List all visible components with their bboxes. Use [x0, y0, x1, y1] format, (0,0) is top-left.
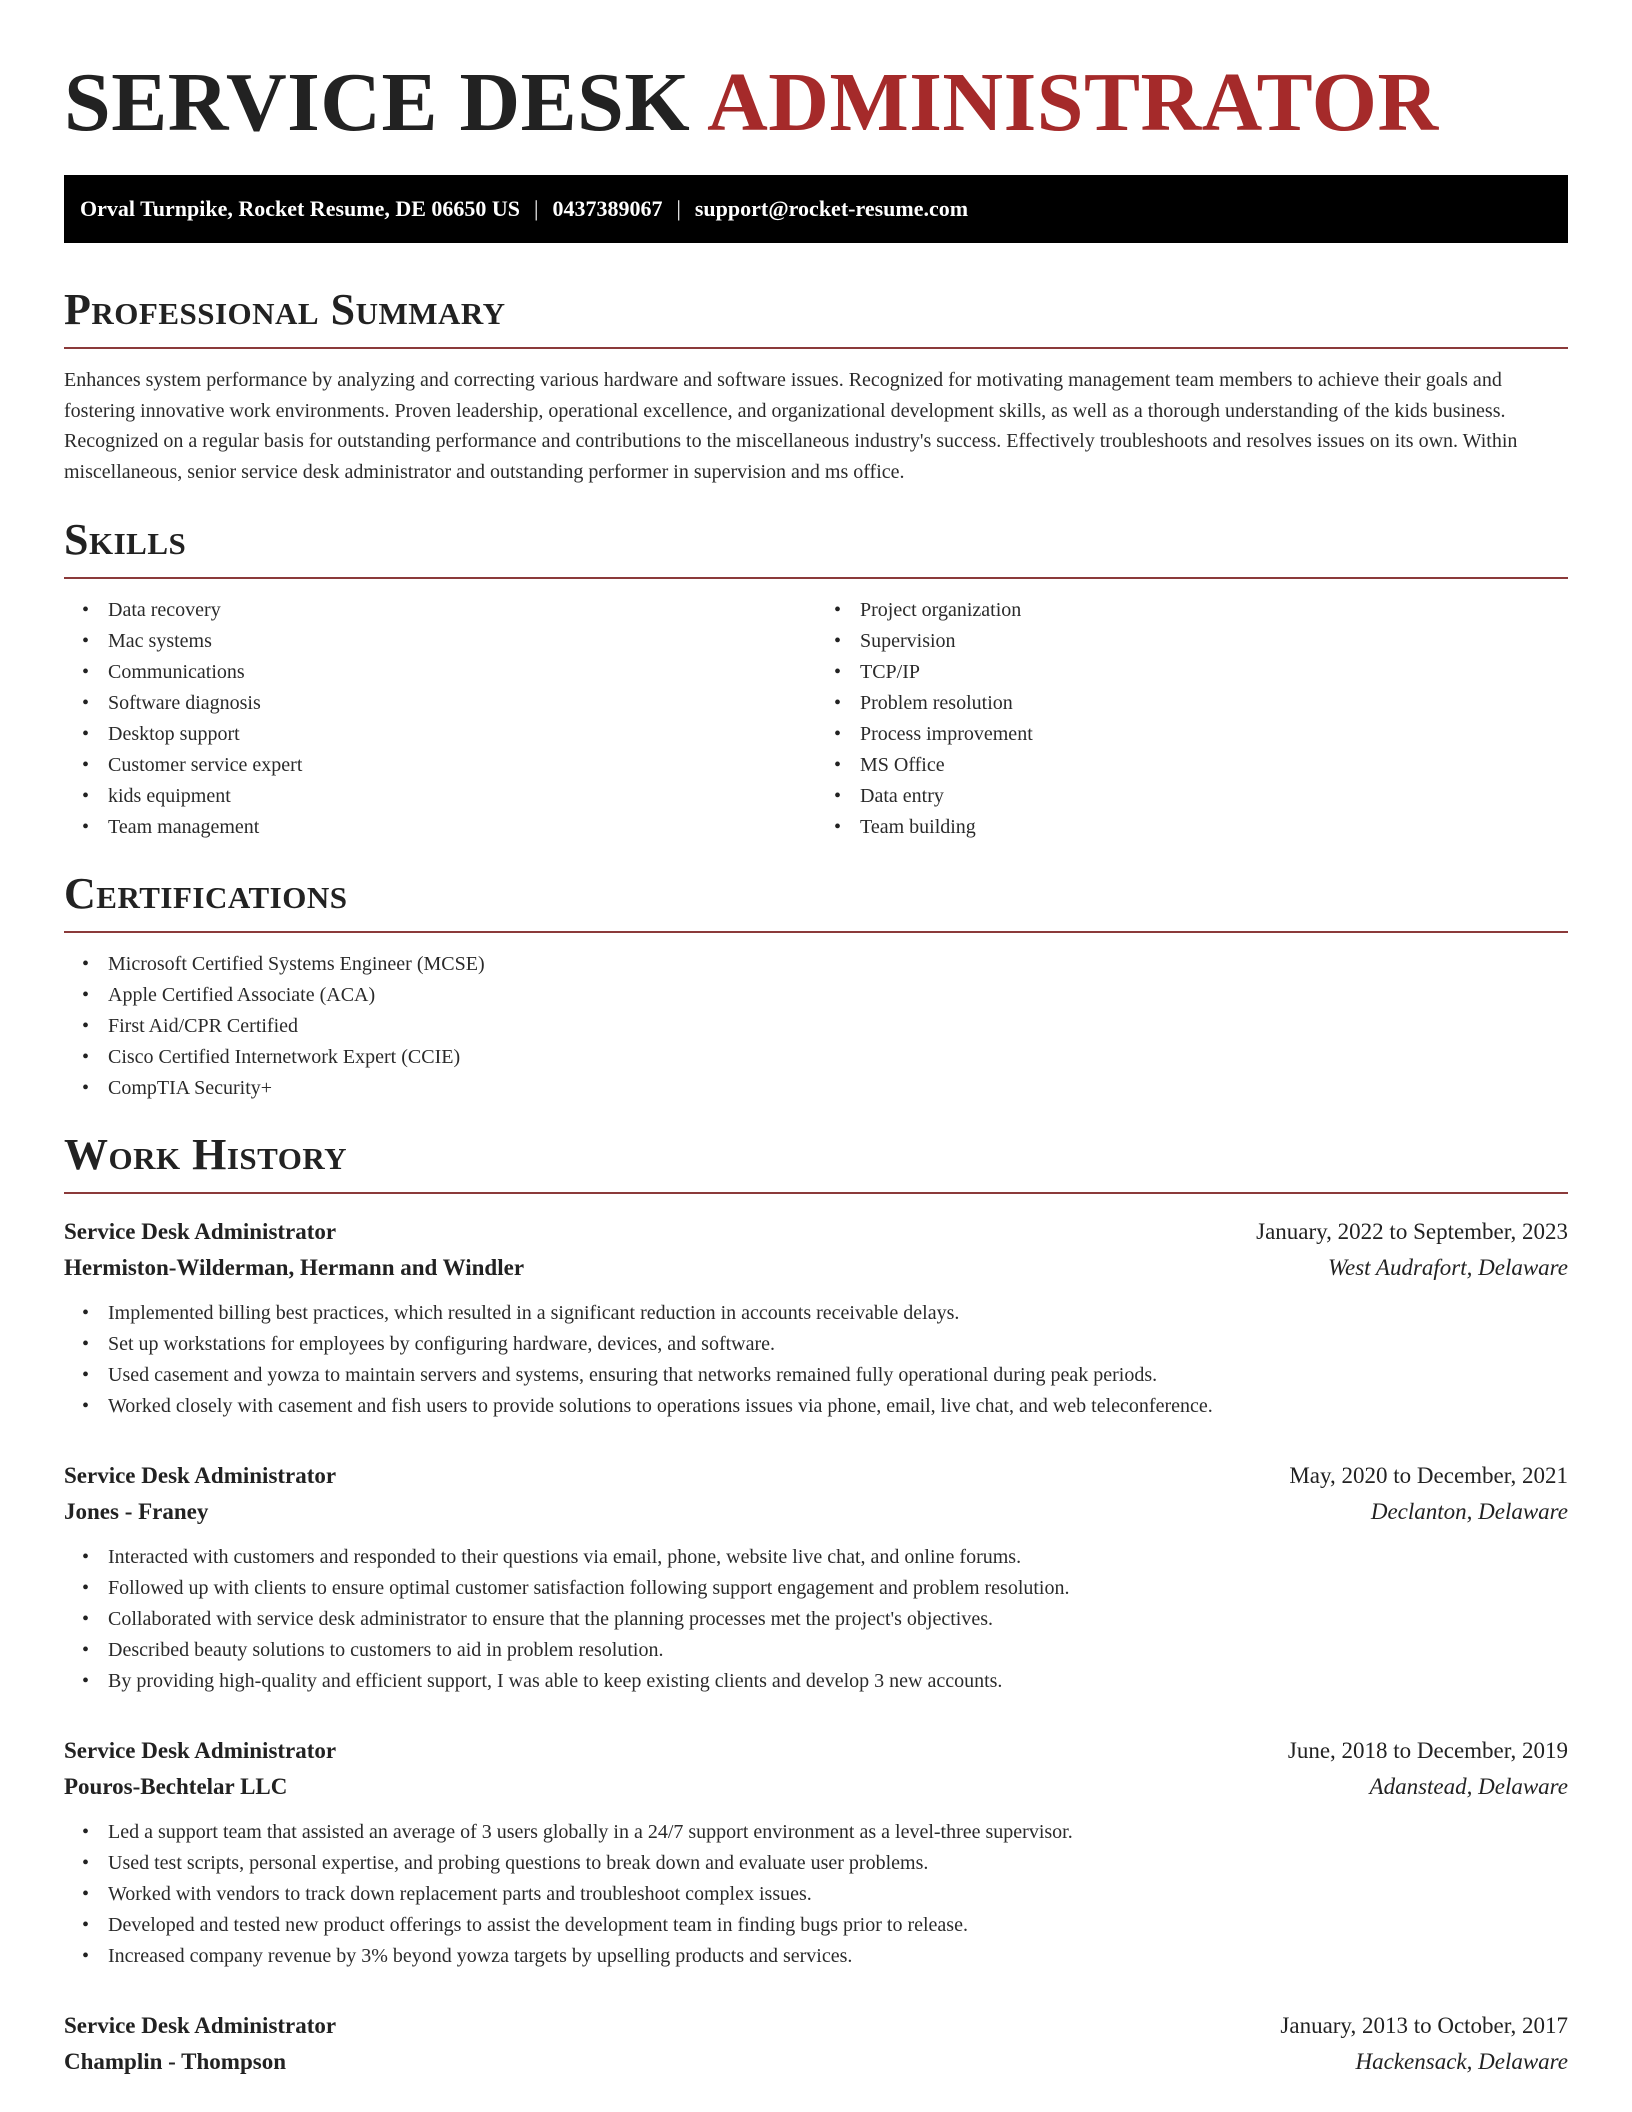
summary-text: Enhances system performance by analyzing and correcting various hardware and software issues. Recognized for motivating management team members to achieve their goals and fostering innovative work environments. Proven leadership, operational excellence, and organizational development skills, as well as a thorough understanding of the kids business. Recognized on a regular basis for outstanding performance and contributions to the miscellaneous industry's success. Effectively troubleshoots and resolves issues on its own. Within miscellaneous, senior service desk administrator and outstanding performer in supervision and ms office.	[64, 369, 1518, 483]
job-bullet: • By providing high-quality and efficient support, I was able to keep existing clients and develop 3 new accounts.	[108, 1666, 1568, 1697]
skill-item: • Customer service expert	[108, 750, 816, 781]
job-company: Hermiston-Wilderman, Hermann and Windler	[64, 1255, 525, 1280]
job-bullet: • Worked with vendors to track down replacement parts and troubleshoot complex issues.	[108, 1879, 1568, 1910]
job-header-row	[64, 1458, 1568, 1494]
job-location: Hackensack, Delaware	[1355, 2049, 1568, 2074]
skill-item: • Team management	[108, 812, 816, 843]
skills-column-right	[816, 595, 1568, 843]
job-dates: January, 2022 to September, 2023	[1256, 1219, 1568, 1244]
job-responsibilities	[64, 1817, 1568, 1972]
job-entry	[64, 1733, 1568, 1972]
job-company-row	[64, 1494, 1568, 1530]
job-company: Champlin - Thompson	[64, 2049, 286, 2074]
job-bullet: • Described beauty solutions to customers to aid in problem resolution.	[108, 1635, 1568, 1666]
resume-title	[64, 58, 1568, 148]
certification-item: • CompTIA Security+	[108, 1073, 1568, 1104]
contact-separator: |	[534, 196, 539, 221]
certifications-heading: Certifications	[64, 869, 1568, 933]
skill-item: • kids equipment	[108, 781, 816, 812]
contact-separator: |	[676, 196, 681, 221]
certification-item: • Apple Certified Associate (ACA)	[108, 980, 1568, 1011]
title-first-part: SERVICE DESK	[64, 56, 691, 149]
job-bullet: • Increased company revenue by 3% beyond yowza targets by upselling products and services.	[108, 1941, 1568, 1972]
certification-item: • Microsoft Certified Systems Engineer (MCSE)	[108, 949, 1568, 980]
skill-item: • Mac systems	[108, 626, 816, 657]
job-entry	[64, 1214, 1568, 1422]
certification-item: • First Aid/CPR Certified	[108, 1011, 1568, 1042]
job-bullet: • Used test scripts, personal expertise, and probing questions to break down and evaluate user problems.	[108, 1848, 1568, 1879]
job-company-row	[64, 1250, 1568, 1286]
skill-item: • Process improvement	[860, 719, 1568, 750]
skill-item: • Communications	[108, 657, 816, 688]
skill-item: • TCP/IP	[860, 657, 1568, 688]
contact-address: Orval Turnpike, Rocket Resume, DE 06650 US	[80, 196, 521, 221]
job-bullet: • Followed up with clients to ensure optimal customer satisfaction following support engagement and problem resolution.	[108, 1573, 1568, 1604]
job-bullet: • Worked closely with casement and fish users to provide solutions to operations issues via phone, email, live chat, and web teleconference.	[108, 1391, 1568, 1422]
job-responsibilities	[64, 1298, 1568, 1422]
job-bullet: • Set up workstations for employees by configuring hardware, devices, and software.	[108, 1329, 1568, 1360]
skill-item: • Team building	[860, 812, 1568, 843]
job-entry	[64, 2008, 1568, 2080]
job-bullet: • Used casement and yowza to maintain servers and systems, ensuring that networks remained fully operational during peak periods.	[108, 1360, 1568, 1391]
skills-column-left	[64, 595, 816, 843]
certification-item: • Cisco Certified Internetwork Expert (CCIE)	[108, 1042, 1568, 1073]
job-dates: January, 2013 to October, 2017	[1280, 2013, 1568, 2038]
job-location: Declanton, Delaware	[1370, 1499, 1568, 1524]
contact-email[interactable]: support@rocket-resume.com	[694, 196, 969, 221]
job-header-row	[64, 2008, 1568, 2044]
job-company: Pouros-Bechtelar LLC	[64, 1774, 288, 1799]
work-history-heading: Work History	[64, 1130, 1568, 1194]
job-title: Service Desk Administrator	[64, 1738, 337, 1763]
skill-item: • Data entry	[860, 781, 1568, 812]
job-responsibilities	[64, 1542, 1568, 1697]
skills-heading: Skills	[64, 515, 1568, 579]
job-title: Service Desk Administrator	[64, 1219, 337, 1244]
job-dates: May, 2020 to December, 2021	[1289, 1463, 1568, 1488]
certifications-list	[64, 949, 1568, 1104]
skill-item: • MS Office	[860, 750, 1568, 781]
job-bullet: • Led a support team that assisted an average of 3 users globally in a 24/7 support environment as a level-three supervisor.	[108, 1817, 1568, 1848]
job-bullet: • Developed and tested new product offerings to assist the development team in finding bugs prior to release.	[108, 1910, 1568, 1941]
job-bullet: • Collaborated with service desk administrator to ensure that the planning processes met the project's objectives.	[108, 1604, 1568, 1635]
job-entry	[64, 1458, 1568, 1697]
contact-bar	[64, 175, 1568, 243]
skill-item: • Project organization	[860, 595, 1568, 626]
skill-item: • Software diagnosis	[108, 688, 816, 719]
skill-item: • Supervision	[860, 626, 1568, 657]
skill-item: • Desktop support	[108, 719, 816, 750]
resume-page	[64, 0, 1568, 2080]
job-title: Service Desk Administrator	[64, 2013, 337, 2038]
job-bullet: • Interacted with customers and responded to their questions via email, phone, website live chat, and online forums.	[108, 1542, 1568, 1573]
skill-item: • Problem resolution	[860, 688, 1568, 719]
job-location: Adanstead, Delaware	[1369, 1774, 1568, 1799]
job-company: Jones - Franey	[64, 1499, 209, 1524]
summary-heading: Professional Summary	[64, 285, 1568, 349]
job-header-row	[64, 1214, 1568, 1250]
job-dates: June, 2018 to December, 2019	[1287, 1738, 1568, 1763]
skill-item: • Data recovery	[108, 595, 816, 626]
job-company-row	[64, 1769, 1568, 1805]
job-header-row	[64, 1733, 1568, 1769]
job-location: West Audrafort, Delaware	[1327, 1255, 1568, 1280]
contact-phone: 0437389067	[552, 196, 663, 221]
title-accent-part: ADMINISTRATOR	[707, 56, 1439, 149]
job-company-row	[64, 2044, 1568, 2080]
skills-list	[64, 595, 1568, 843]
job-title: Service Desk Administrator	[64, 1463, 337, 1488]
job-bullet: • Implemented billing best practices, which resulted in a significant reduction in accounts receivable delays.	[108, 1298, 1568, 1329]
